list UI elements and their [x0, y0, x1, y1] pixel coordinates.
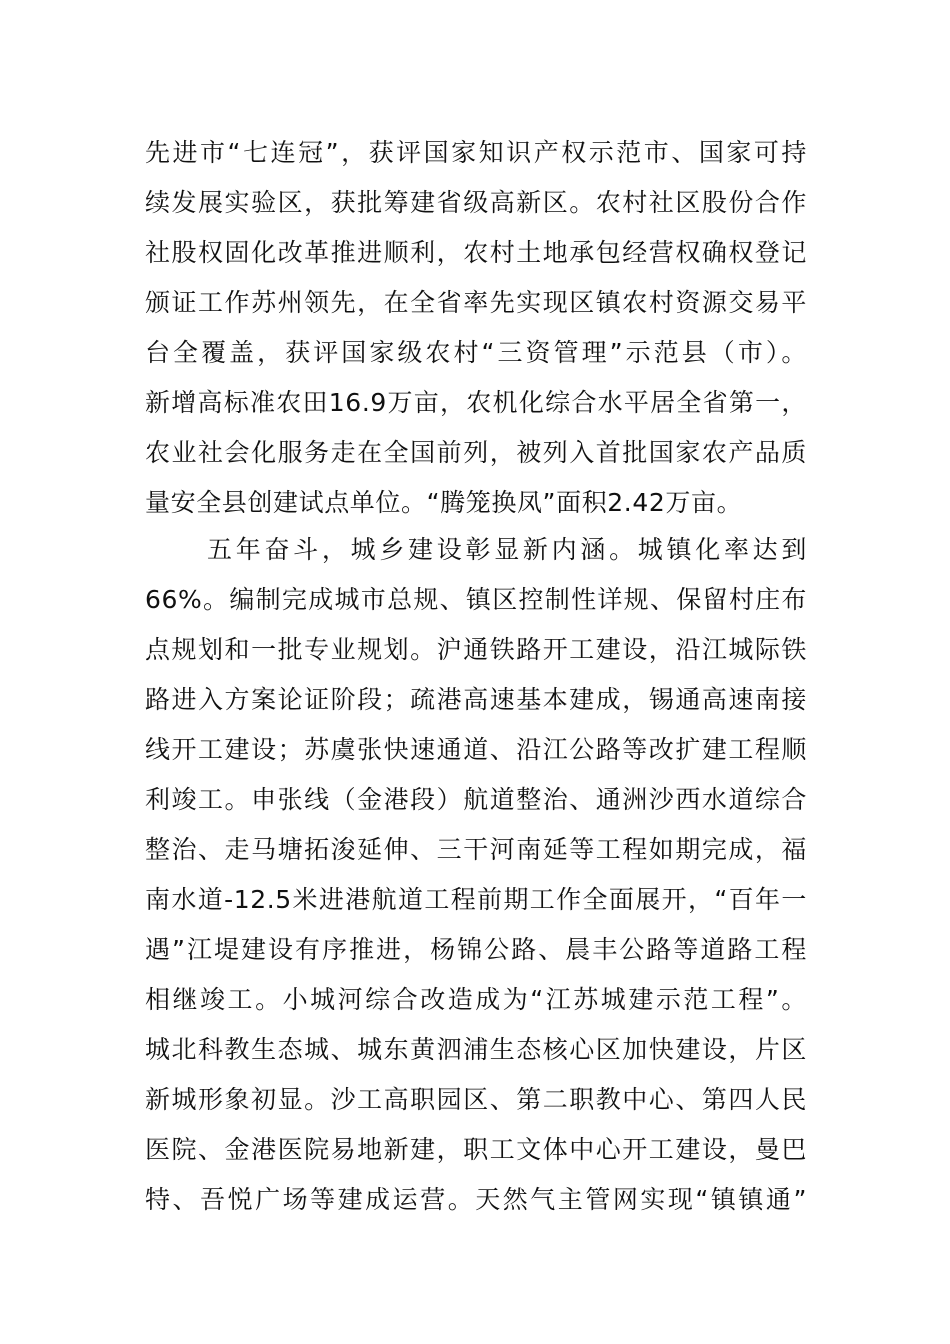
- text-line: 新城形象初显。沙工高职园区、第二职教中心、第四人民: [145, 1085, 807, 1114]
- text-line: 续发展实验区，获批筹建省级高新区。农村社区股份合作: [145, 188, 807, 217]
- text-line: 社股权固化改革推进顺利，农村土地承包经营权确权登记: [145, 238, 807, 267]
- text-line: 城北科教生态城、城东黄泗浦生态核心区加快建设，片区: [145, 1035, 807, 1064]
- text-line: 台全覆盖，获评国家级农村“三资管理”示范县（市）。: [145, 338, 807, 367]
- text-line: 相继竣工。小城河综合改造成为“江苏城建示范工程”。: [145, 985, 807, 1014]
- text-line: 量安全县创建试点单位。“腾笼换凤”面积2.42万亩。: [145, 488, 743, 517]
- text-line: 整治、走马塘拓浚延伸、三干河南延等工程如期完成，福: [145, 835, 807, 864]
- text-line: 五年奋斗，城乡建设彰显新内涵。城镇化率达到: [207, 535, 807, 564]
- text-line: 特、吾悦广场等建成运营。天然气主管网实现“镇镇通”: [145, 1185, 807, 1214]
- text-line: 新增高标准农田16.9万亩，农机化综合水平居全省第一，: [145, 388, 807, 417]
- text-line: 线开工建设；苏虞张快速通道、沿江公路等改扩建工程顺: [145, 735, 807, 764]
- text-line: 点规划和一批专业规划。沪通铁路开工建设，沿江城际铁: [145, 635, 807, 664]
- text-line: 农业社会化服务走在全国前列，被列入首批国家农产品质: [145, 438, 807, 467]
- text-line: 利竣工。申张线（金港段）航道整治、通洲沙西水道综合: [145, 785, 807, 814]
- text-line: 路进入方案论证阶段；疏港高速基本建成，锡通高速南接: [145, 685, 807, 714]
- text-line: 南水道-12.5米进港航道工程前期工作全面展开，“百年一: [145, 885, 807, 914]
- text-line: 66%。编制完成城市总规、镇区控制性详规、保留村庄布: [145, 585, 807, 614]
- text-line: 先进市“七连冠”，获评国家知识产权示范市、国家可持: [145, 138, 807, 167]
- text-line: 医院、金港医院易地新建，职工文体中心开工建设，曼巴: [145, 1135, 807, 1164]
- text-line: 颁证工作苏州领先，在全省率先实现区镇农村资源交易平: [145, 288, 807, 317]
- text-line: 遇”江堤建设有序推进，杨锦公路、晨丰公路等道路工程: [145, 935, 807, 964]
